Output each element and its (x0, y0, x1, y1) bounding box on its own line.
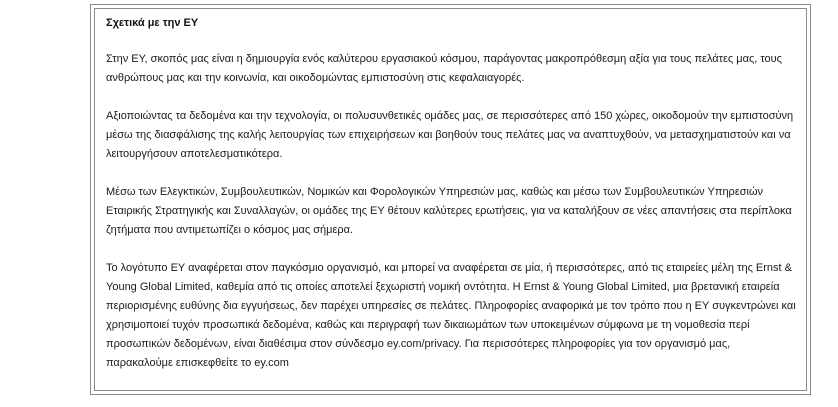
paragraph-legal: Το λογότυπο ΕΥ αναφέρεται στον παγκόσμιο οργανισμό, και μπορεί να αναφέρεται σε μία, ή περισσότερες, από τις εταιρείες μέλη της Ernst & Young Global Limited, καθεμία από τις οποίες αποτελεί ξεχωριστή νομική οντότητα. Η Ernst & Young Global Limited, μια βρετανική εταιρεία περιορισμένης ευθύνης δια εγγυήσεως, δεν παρέχει υπηρεσίες σε πελάτες. Πληροφορίες αναφορικά με τον τρόπο που η ΕΥ συγκεντρώνει και χρησιμοποιεί τυχόν προσωπικά δεδομένα, καθώς και περιγραφή των δικαιωμάτων των υποκειμένων σύμφωνα με τη νομοθεσία περί προσωπικών δεδομένων, είναι διαθέσιμα στον σύνδεσμο ey.com/privacy. Για περισσότερες πληροφορίες για τον οργανισμό μας, παρακαλούμε επισκεφθείτε το ey.com (106, 262, 796, 369)
about-box-inner (94, 8, 807, 391)
paragraph-purpose: Στην ΕΥ, σκοπός μας είναι η δημιουργία ενός καλύτερου εργασιακού κόσμου, παράγοντας μακροπρόθεσμη αξία για τους πελάτες μας, τους ανθρώπους μας και την κοινωνία, και οικοδομώντας εμπιστοσύνη στις κεφαλαιαγορές. (106, 53, 782, 84)
about-box (90, 4, 811, 395)
paragraph-services: Μέσω των Ελεγκτικών, Συμβουλευτικών, Νομικών και Φορολογικών Υπηρεσιών μας, καθώς και μέσω των Συμβουλευτικών Υπηρεσιών Εταιρικής Στρατηγικής και Συναλλαγών, οι ομάδες της ΕΥ θέτουν καλύτερες ερωτήσεις, για να καταλήξουν σε νέες απαντήσεις στα περίπλοκα ζητήματα που αντιμετωπίζει ο κόσμος μας σήμερα. (106, 186, 792, 236)
section-title: Σχετικά με την ΕΥ (106, 17, 199, 29)
paragraph-technology: Αξιοποιώντας τα δεδομένα και την τεχνολογία, οι πολυσυνθετικές ομάδες μας, σε περισσότερες από 150 χώρες, οικοδομούν την εμπιστοσύνη μέσω της διασφάλισης της καλής λειτουργίας των επιχειρήσεων και βοηθούν τους πελάτες μας να αναπτυχθούν, να μετασχηματιστούν και να λειτουργήσουν αποτελεσματικότερα. (106, 110, 794, 160)
